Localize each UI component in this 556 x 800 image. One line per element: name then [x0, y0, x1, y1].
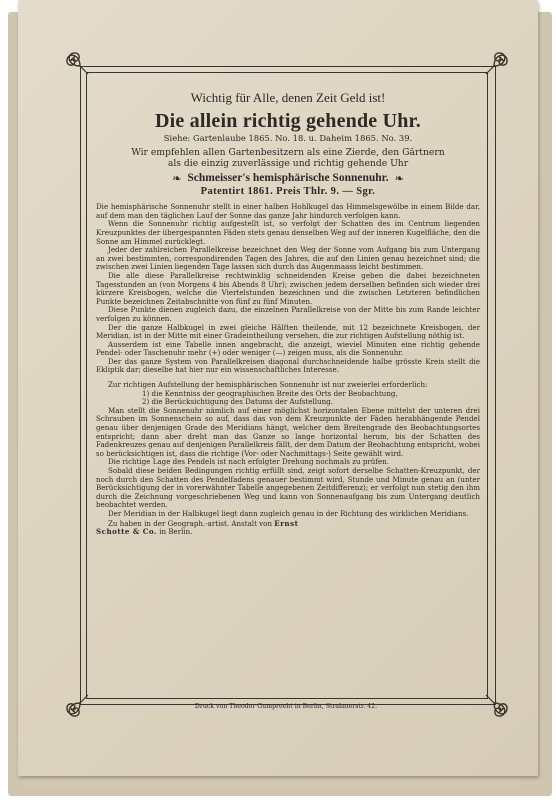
corner-ornament-icon	[64, 50, 104, 90]
paragraph-3: Jeder der zahlreichen Parallelkreise bezeichnet den Weg der Sonne vom Aufgang bis zum Untergang an zwei bestimmten, correspondirenden Tagen des Jahres, die auf den Linien genau bezeichnet sind; die zwischen zwei Linien liegenden Tage lassen sich durch das Augenmaass leicht bestimmen.	[96, 245, 480, 272]
product-name-row	[96, 172, 480, 185]
list-item-2: 2) die Berücksichtigung des Datums der Aufstellung.	[142, 397, 333, 407]
paragraph-1: Die hemisphärische Sonnenuhr stellt in einer halben Hohlkugel das Himmelsgewölbe in einem Bilde dar, auf dem man den täglichen Lauf der Sonne das ganze Jahr hindurch verfolgen kann.	[96, 202, 480, 220]
corner-ornament-icon	[470, 50, 510, 90]
corner-ornament-icon	[470, 679, 510, 719]
paragraph-5: Diese Punkte dienen zugleich dazu, die einzelnen Parallelkreise von der Mitte bis zum Rande leichter verfolgen zu können.	[96, 305, 480, 323]
sales-text-a: Zu haben in der Geograph.-artist. Anstalt von	[108, 518, 275, 528]
paragraph-12: Sobald diese beiden Bedingungen richtig erfüllt sind, zeigt sofort derselbe Schatten-Kreuzpunkt, der noch durch den Schatten des Pendelfadens genauer bestimmt wird, Stunde und Minute genau an (unter Berücksichtigung der in vorerwähnter Tabelle angegebenen Zeitdifferenz); er verfolgt nun stetig den ihm durch die Zeichnung vorgeschriebenen Weg und kann von Sonnenaufgang bis zum Untergang deutlich beobachtet werden.	[96, 466, 480, 510]
list-item-1: 1) die Kenntniss der geographischen Breite des Orts der Beobachtung,	[142, 388, 398, 398]
paragraph-2: Wenn die Sonnenuhr richtig aufgestellt ist, so verfolgt der Schatten des im Centrum liegenden Kreuzpunktes der übergespannten Fäden stets genau denselben Weg auf der inneren Kugelfläche, den die Sonne am Himmel zurücklegt.	[96, 219, 480, 246]
paragraph-6: Der die ganze Halbkugel in zwei gleiche Hälften theilende, mit 12 bezeichnete Kreisbogen, der Meridian, ist in der Mitte mit einer Gradeintheilung versehen, die zur richtigen Aufstellung nöthig ist.	[96, 322, 480, 341]
advertisement-content	[96, 88, 480, 537]
headline-top: Wichtig für Alle, denen Zeit Geld ist!	[190, 90, 386, 105]
paragraph-4: Die alle diese Parallelkreise rechtwinklig schneidenden Kreise geben die dabei bezeichneten Tagesstunden an (von Morgens 4 bis Abends 8 Uhr); zwischen jedem derselben befinden sich wieder drei kürzere Kreisbogen, welche die Viertelstunden bezeichnen und die zwischen Letzteren befindlichen Punkte bezeichnen Zeitabschnitte von fünf zu fünf Minuten.	[96, 270, 480, 306]
paragraph-11: Die richtige Lage des Pendels ist nach erfolgter Drehung nochmals zu prüfen.	[108, 457, 390, 467]
paragraph-13: Der Meridian in der Halbkugel liegt dann zugleich genau in der Richtung des wirklichen Meridians.	[108, 508, 469, 518]
press-reference: Siehe: Gartenlaube 1865. No. 18. u. Daheim 1865. No. 39.	[163, 133, 413, 143]
intro-text	[96, 148, 480, 169]
paragraph-9: Zur richtigen Aufstellung der hemisphärischen Sonnenuhr ist nur zweierlei erforderlich:	[108, 380, 428, 390]
paragraph-7: Ausserdem ist eine Tabelle innen angebracht, die anzeigt, wieviel Minuten eine richtig gehende Pendel- oder Taschenuhr mehr (+) oder weniger (—) zeigen muss, als die Sonnenuhr.	[96, 339, 480, 358]
flourish-right-icon: ❧	[394, 171, 404, 185]
firm-name-a: Ernst	[274, 518, 299, 528]
page-title: Die allein richtig gehende Uhr.	[154, 110, 421, 132]
product-name: Schmeisser's hemisphärische Sonnenuhr.	[187, 172, 389, 185]
intro-line-1: Wir empfehlen allen Gartenbesitzern als eine Zierde, den Gärtnern	[131, 147, 445, 158]
corner-ornament-icon	[64, 679, 104, 719]
patent-price-line: Patentirt 1861. Preis Thlr. 9. — Sgr.	[200, 186, 376, 198]
flourish-left-icon: ❧	[172, 171, 182, 185]
paragraph-10: Man stellt die Sonnenuhr nämlich auf einer möglichst horizontalen Ebene mittelst der unteren drei Schrauben im Sonnenschein so auf, dass das von dem Kreuzpunkte der Fäden herabhängende Pendel genau über denjenigen Grade des Meridians hängt, welcher dem Breitengrade des Beobachtungsortes entspricht; dann aber dreht man das Ganze so lange horizontal herum, bis der Schatten des Fadenkreuzes genau auf denjenigen Parallelkreis fällt, der dem Datum der Beobachtung entspricht, wobei so berücksichtigen ist, dass die richtige (Vor- oder Nachmittags-) Seite gewählt wird.	[96, 405, 480, 458]
intro-line-2: als die einzig zuverlässige und richtig gehende Uhr	[167, 157, 409, 169]
firm-name-b: Schotte & Co.	[96, 527, 157, 537]
paragraph-8: Der das ganze System von Parallelkreisen diagonal durchschneidende halbe grösste Kreis stellt die Ekliptik dar; dieselbe hat hier nur ein wissenschaftliches Interesse.	[96, 356, 480, 375]
print-credit: Druck von Theodor Gumpreeht in Berlin, Stralauerstr. 42.	[194, 703, 378, 710]
sales-info	[96, 520, 480, 537]
sales-text-b: in Berlin.	[156, 527, 193, 537]
